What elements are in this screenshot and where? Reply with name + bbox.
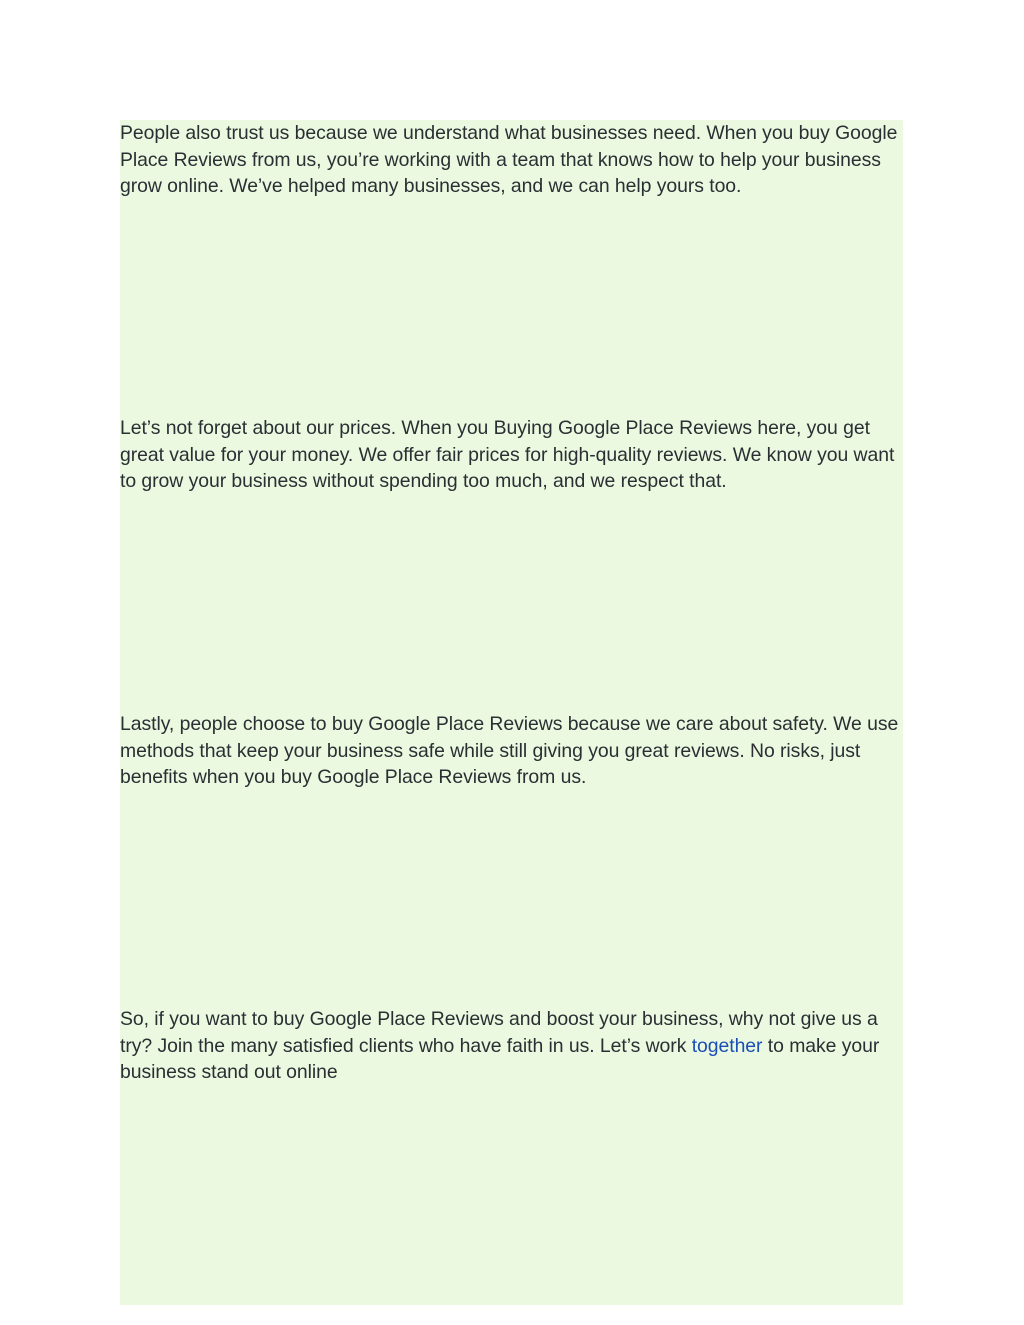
- highlighted-content-block: [120, 120, 903, 1305]
- paragraph-safety: Lastly, people choose to buy Google Place Reviews because we care about safety. We use methods that keep your business safe while still giving you great reviews. No risks, just benefits when you buy Google Place Reviews from us.: [120, 713, 899, 788]
- closing-text-after-link: to make your business stand out online: [120, 1034, 880, 1083]
- together-link[interactable]: together: [691, 1034, 763, 1057]
- paragraph-closing: [120, 1006, 903, 1086]
- closing-text-before-link: So, if you want to buy Google Place Reviews and boost your business, why not give us a try? Join the many satisfied clients who have faith in us. Let’s work: [120, 1008, 878, 1057]
- paragraph-prices: Let’s not forget about our prices. When you Buying Google Place Reviews here, you get great value for your money. We offer fair prices for high-quality reviews. We know you want to grow your business without spending too much, and we respect that.: [120, 417, 895, 492]
- paragraph-trust: People also trust us because we understand what businesses need. When you buy Google Place Reviews from us, you’re working with a team that knows how to help your business grow online. We’ve helped many businesses, and we can help yours too.: [120, 122, 898, 197]
